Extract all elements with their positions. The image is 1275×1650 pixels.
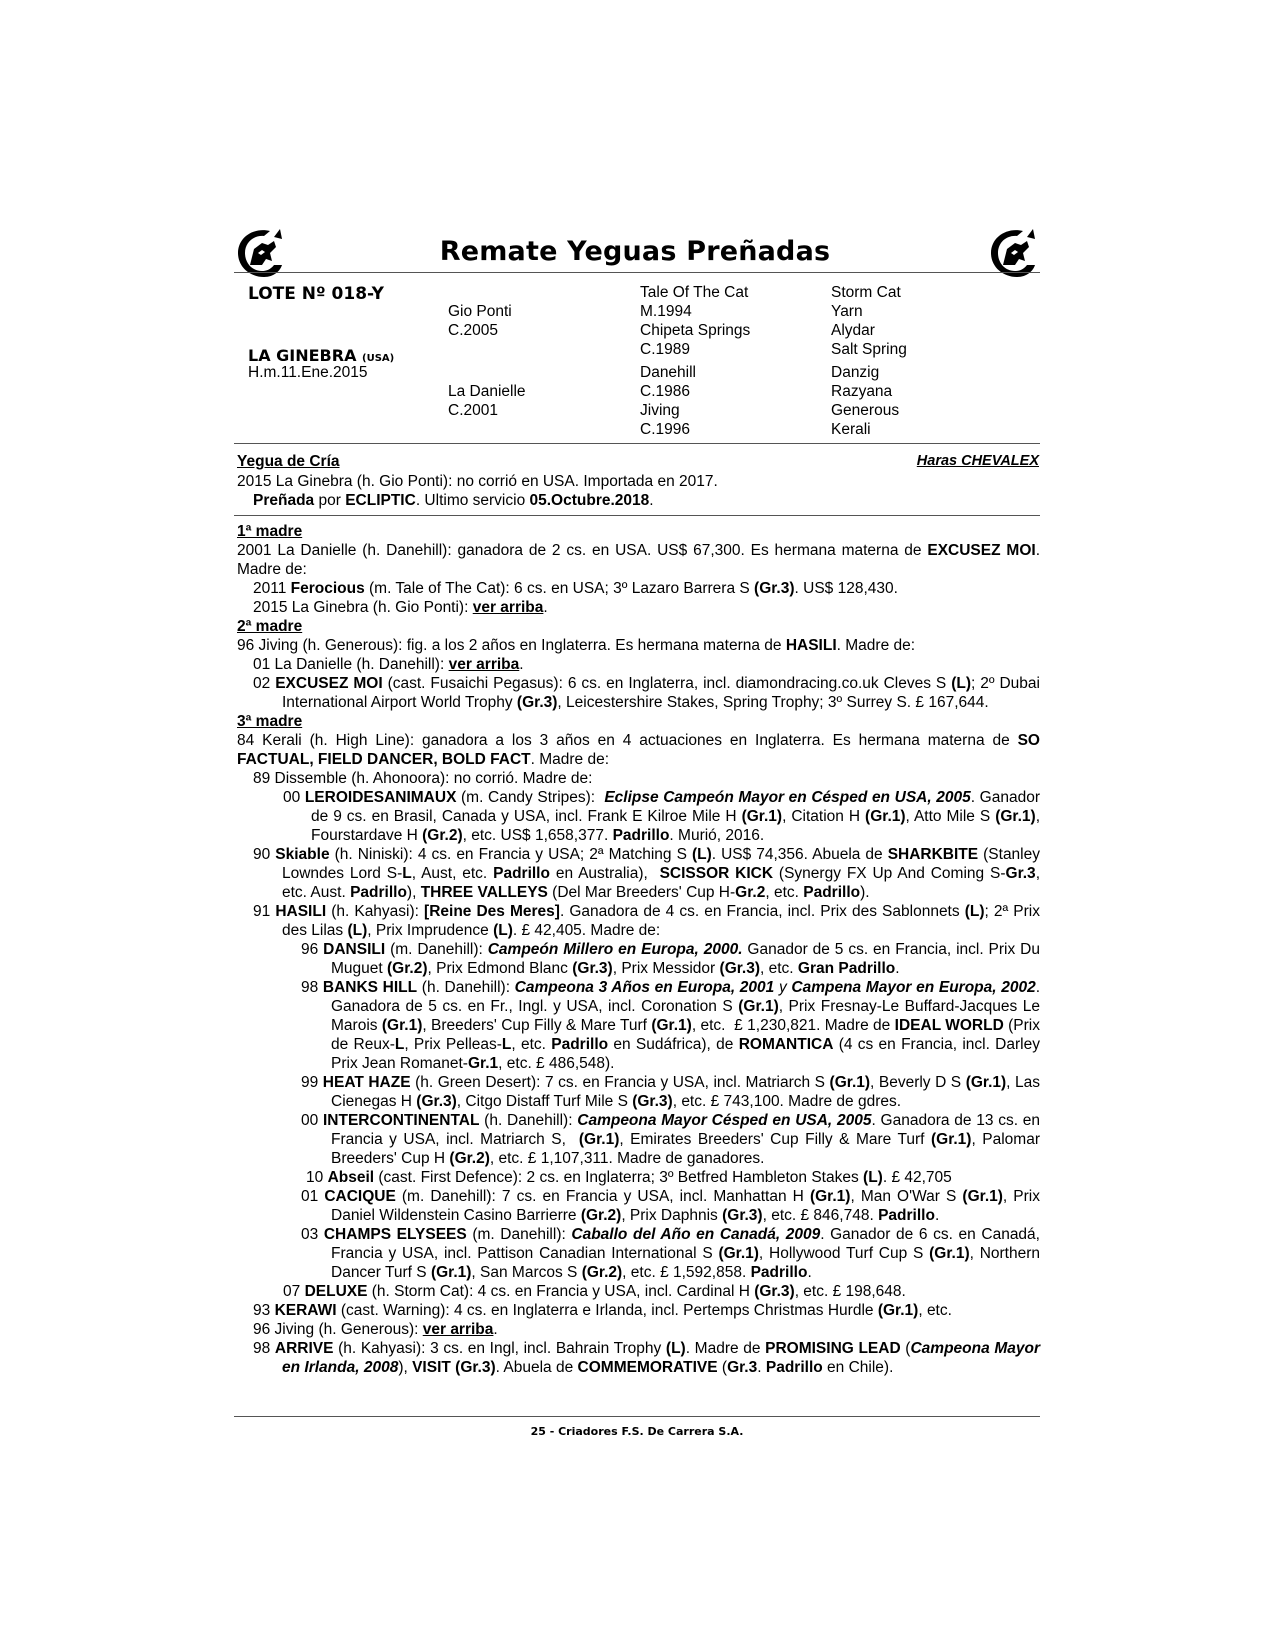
pedigree-sire-info: C.2005 (448, 322, 498, 339)
divider (234, 272, 1040, 273)
lot-number: LOTE Nº 018-Y (248, 284, 384, 304)
pedigree-gen3: Kerali (831, 421, 871, 438)
pedigree-gen3: Salt Spring (831, 341, 907, 358)
pedigree-gen2-name: Tale Of The Cat (640, 284, 749, 301)
haras-name: Haras CHEVALEX (916, 453, 1039, 469)
pedigree-gen2-info: C.1996 (640, 421, 690, 438)
pedigree-dam: La Danielle (448, 383, 526, 400)
page-footer: 25 - Criadores F.S. De Carrera S.A. (530, 1425, 744, 1438)
divider (234, 1416, 1040, 1417)
pedigree-gen2-name: Chipeta Springs (640, 322, 751, 339)
pedigree-gen2-name: Jiving (640, 402, 680, 419)
pedigree-gen3: Generous (831, 402, 900, 419)
divider (234, 443, 1040, 444)
pedigree-gen2-info: M.1994 (640, 303, 692, 320)
pedigree-gen2-info: C.1989 (640, 341, 690, 358)
pedigree-gen3: Danzig (831, 364, 880, 381)
pedigree-gen3: Storm Cat (831, 284, 901, 301)
page-title: Remate Yeguas Preñadas (439, 236, 831, 267)
pedigree-sire: Gio Ponti (448, 303, 512, 320)
pedigree-gen3: Yarn (831, 303, 863, 320)
horse-birth: H.m.11.Ene.2015 (248, 364, 368, 381)
pedigree-gen3: Alydar (831, 322, 875, 339)
yegua-description: 2015 La Ginebra (h. Gio Ponti): no corrió en USA. Importada en 2017. Preñada por ECLIPTIC. Ultimo servicio 05.Octubre.2018. (237, 473, 718, 509)
family-section: 1ª madre 2001 La Danielle (h. Danehill): ganadora de 2 cs. en USA. US$ 67,300. Es hermana materna de EXCUSEZ MOI. Madre de: 2011 Ferocious (m. Tale of The Cat): 6 cs. en USA; 3º Lazaro Barrera S (Gr.3). US$ 128,430. 2015 La Ginebra (h. Gio Ponti): ver arriba. 2ª madre 96 Jiving (h. Generous): fig. a los 2 años en Inglaterra. Es hermana materna de HASILI. Madre de: 01 La Danielle (h. Danehill): ver arriba. 02 EXCUSEZ MOI (cast. Fusaichi Pegasus): 6 cs. en Inglaterra, incl. diamondracing.co.uk Cleves S (L); 2º Dubai International Airport World Trophy (Gr.3), Leicestershire Stakes, Spring Trophy; 3º Surrey S. £ 167,644. 3ª madre 84 Kerali (h. High Line): ganadora a los 3 años en 4 actuaciones en Inglaterra. Es hermana materna de SO FACTUAL, FIELD DANCER, BOLD FACT. Madre de: 89 Dissemble (h. Ahonoora): no corrió. Madre de: 00 LEROIDESANIMAUX (m. Candy Stripes): Eclipse Campeón Mayor en Césped en USA, 2005. Ganador de 9 cs. en Brasil, Canada y USA, incl. Frank E Kilroe Mile H (Gr.1), Citation H (Gr.1), Atto Mile S (Gr.1), Fourstardave H (Gr.2), etc. US$ 1,658,377. Padrillo. Murió, 2016. 90 Skiable (h. Niniski): 4 cs. en Francia y USA; 2ª Matching S (L). US$ 74,356. Abuela de SHARKBITE (Stanley Lowndes Lord S-L, Aust, etc. Padrillo en Australia), SCISSOR KICK (Synergy FX Up And Coming S-Gr.3, etc. Aust. Padrillo), THREE VALLEYS (Del Mar Breeders' Cup H-Gr.2, etc. Padrillo). 91 HASILI (h. Kahyasi): [Reine Des Meres]. Ganadora de 4 cs. en Francia, incl. Prix des Sablonnets (L); 2ª Prix des Lilas (L), Prix Imprudence (L). £ 42,405. Madre de: 96 DANSILI (m. Danehill): Campeón Millero en Europa, 2000. Ganador de 5 cs. en Francia, incl. Prix Du Muguet (Gr.2), Prix Edmond Blanc (Gr.3), Prix Messidor (Gr.3), etc. Gran Padrillo. 98 BANKS HILL (h. Danehill): Campeona 3 Años en Europa, 2001 y Campena Mayor en Europa, 2002. Ganadora de 5 cs. en Fr., Ingl. y USA, incl. Coronation S (Gr.1), Prix Fresnay-Le Buffard-Jacques Le Marois (Gr.1), Breeders' Cup Filly & Mare Turf (Gr.1), etc. £ 1,230,821. Madre de IDEAL WORLD (Prix de Reux-L, Prix Pelleas-L, etc. Padrillo en Sudáfrica), de ROMANTICA (4 cs en Francia, incl. Darley Prix Jean Romanet-Gr.1, etc. £ 486,548). 99 HEAT HAZE (h. Green Desert): 7 cs. en Francia y USA, incl. Matriarch S (Gr.1), Beverly D S (Gr.1), Las Cienegas H (Gr.3), Citgo Distaff Turf Mile S (Gr.3), etc. £ 743,100. Madre de gdres. 00 INTERCONTINENTAL (h. Danehill): Campeona Mayor Césped en USA, 2005. Ganadora de 13 cs. en Francia y USA, incl. Matriarch S, (Gr.1), Emirates Breeders' Cup Filly & Mare Turf (Gr.1), Palomar Breeders' Cup H (Gr.2), etc. £ 1,107,311. Madre de ganadores. 10 Abseil (cast. First Defence): 2 cs. en Inglaterra; 3º Betfred Hambleton Stakes (L). £ 42,705 01 CACIQUE (m. Danehill): 7 cs. en Francia y USA, incl. Manhattan H (Gr.1), Man O'War S (Gr.1), Prix Daniel Wildenstein Casino Barrierre (Gr.2), Prix Daphnis (Gr.3), etc. £ 846,748. Padrillo. 03 CHAMPS ELYSEES (m. Danehill): Caballo del Año en Canadá, 2009. Ganador de 6 cs. en Canadá, Francia y USA, incl. Pattison Canadian International S (Gr.1), Hollywood Turf Cup S (Gr.1), Northern Dancer Turf S (Gr.1), San Marcos S (Gr.2), etc. £ 1,592,858. Padrillo. 07 DELUXE (h. Storm Cat): 4 cs. en Francia y USA, incl. Cardinal H (Gr.3), etc. £ 198,648. 93 KERAWI (cast. Warning): 4 cs. en Inglaterra e Irlanda, incl. Pertemps Christmas Hurdle (Gr.1), etc. 96 Jiving (h. Generous): ver arriba. 98 ARRIVE (h. Kahyasi): 3 cs. en Ingl, incl. Bahrain Trophy (L). Madre de PROMISING LEAD (Campeona Mayor en Irlanda, 2008), VISIT (Gr.3). Abuela de COMMEMORATIVE (Gr.3. Padrillo en Chile). (237, 523, 1041, 1376)
pedigree-dam-info: C.2001 (448, 402, 498, 419)
section-heading: Yegua de Cría (237, 453, 340, 470)
pedigree-gen2-name: Danehill (640, 364, 697, 381)
divider (234, 515, 1040, 516)
horse-name: LA GINEBRA (USA) (248, 346, 395, 365)
pedigree-gen3: Razyana (831, 383, 893, 400)
pedigree-gen2-info: C.1986 (640, 383, 690, 400)
